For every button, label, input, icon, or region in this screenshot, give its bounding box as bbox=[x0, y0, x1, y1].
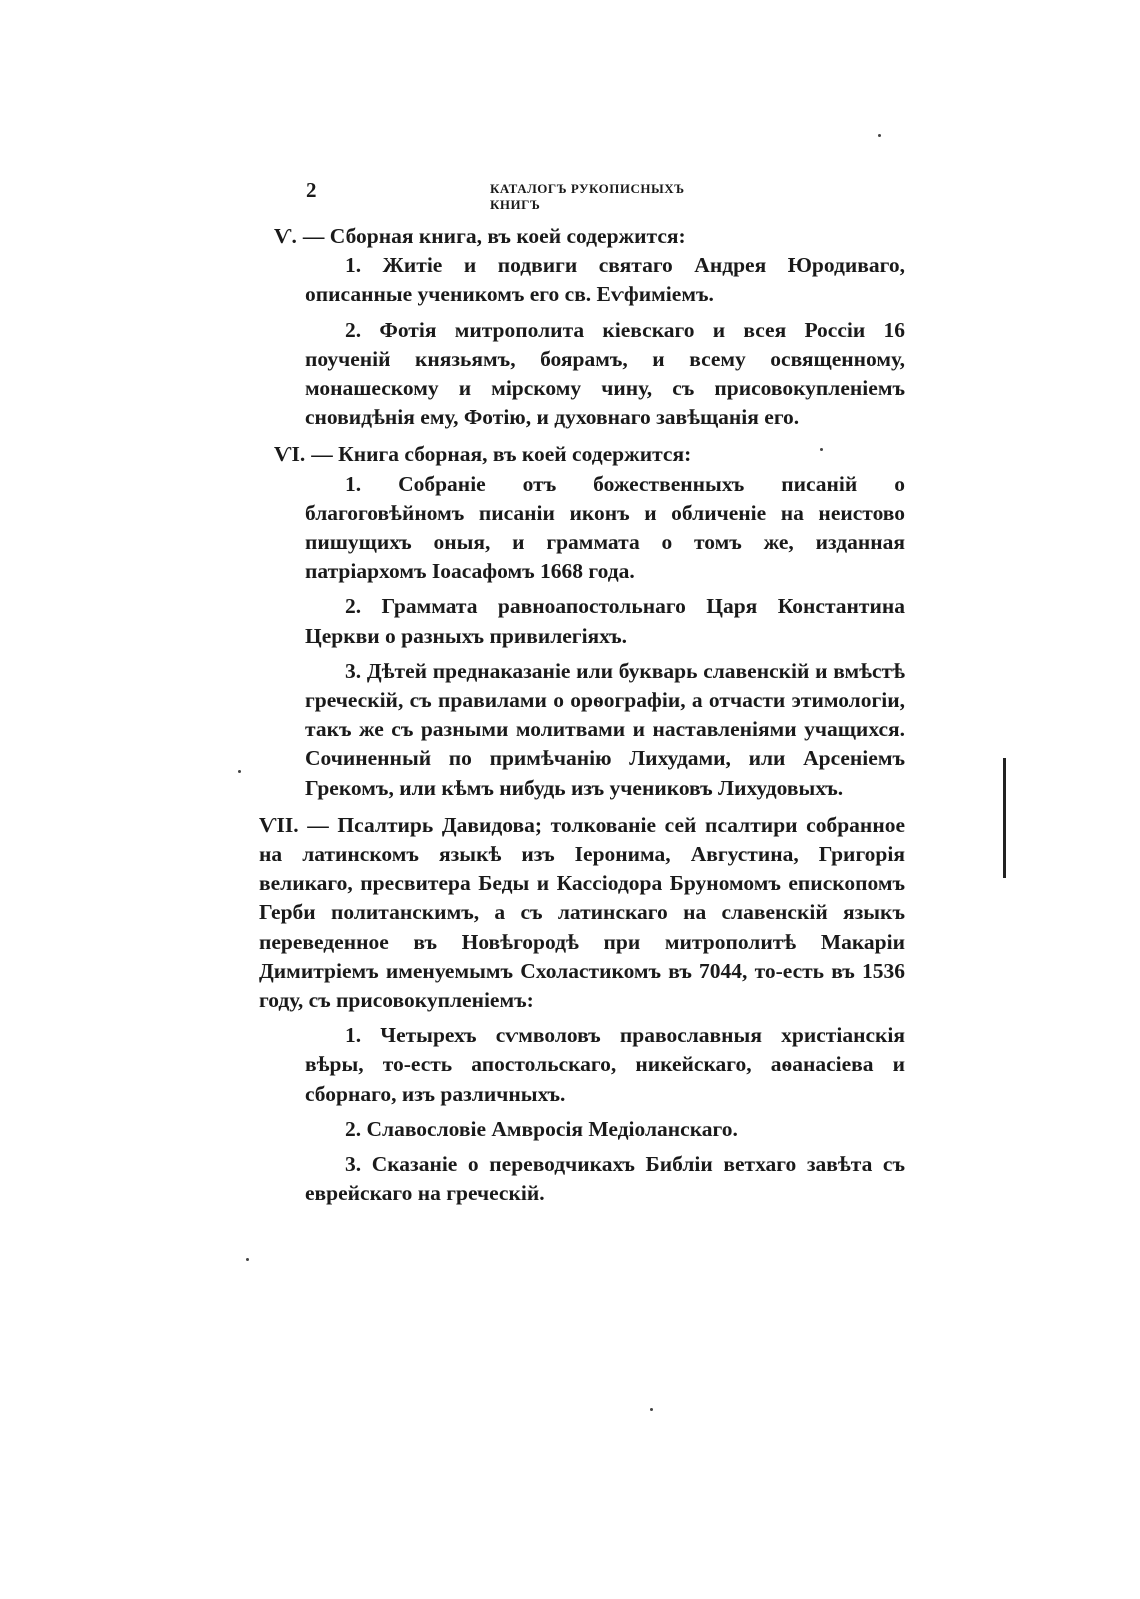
catalog-text bbox=[259, 222, 905, 1217]
scan-speck bbox=[238, 770, 241, 773]
page-header bbox=[306, 178, 736, 212]
entry-heading bbox=[274, 222, 905, 251]
scan-speck bbox=[820, 448, 823, 451]
entry-numeral: Ѵ. bbox=[274, 224, 297, 248]
running-title: КАТАЛОГЪ РУКОПИСНЫХЪ КНИГЪ bbox=[490, 181, 685, 212]
scan-speck bbox=[246, 1258, 249, 1261]
entry-v bbox=[274, 222, 905, 432]
entry-item: 2. Фотія митрополита кіевскаго и всея Россіи 16 поученій князьямъ, боярамъ, и всему освященному, монашескому и мірскому чину, съ присовокупленіемъ сновидѣнія ему, Фотію, и духовнаго завѣщанія его. bbox=[305, 317, 905, 430]
scan-speck bbox=[650, 1408, 653, 1411]
entry-item: 3. Дѣтей преднаказаніе или букварь славенскій и вмѣстѣ греческій, съ правилами о орѳографіи, а отчасти этимологіи, такъ же съ разными молитвами и наставленіями учащихся. Сочиненный по примѣчанію Лихудами, или Арсеніемъ Грекомъ, или кѣмъ нибудь изъ учениковъ Лихудовыхъ. bbox=[305, 658, 905, 800]
entry-item: 3. Сказаніе о переводчикахъ Библіи ветхаго завѣта съ еврейскаго на греческій. bbox=[305, 1152, 905, 1206]
entry-vii bbox=[259, 811, 905, 1209]
entry-heading bbox=[259, 811, 905, 1015]
entry-numeral: ѴII. bbox=[259, 812, 299, 837]
scan-speck bbox=[878, 134, 881, 137]
entry-item: 1. Житіе и подвиги святаго Андрея Юродиваго, описанные ученикомъ его св. Еѵфиміемъ. bbox=[305, 253, 905, 307]
entry-item: 1. Собраніе отъ божественныхъ писаній о благоговѣйномъ писаніи иконъ и обличеніе на неистово пишущихъ оныя, и граммата о томъ же, изданная патріархомъ Іоасафомъ 1668 года. bbox=[305, 471, 905, 584]
entry-vi bbox=[274, 440, 905, 802]
entry-item: 1. Четырехъ сѵмволовъ православныя христіанскія вѣры, то-есть апостольскаго, никейскаго, аѳанасіева и сборнаго, изъ различныхъ. bbox=[305, 1023, 905, 1106]
page-number: 2 bbox=[306, 178, 317, 202]
scan-margin-mark bbox=[1003, 758, 1006, 878]
entry-heading-text: — Псалтирь Давидова; толкованіе сей псалтири собранное на латинскомъ языкѣ изъ Іеронима, Августина, Григорія великаго, пресвитера Беды и Кассіодора Бруномомъ епископомъ Герби политанскимъ, а съ латинскаго на славенскій языкъ переведенное въ Новѣгородѣ при митрополитѣ Макаріи Димитріемъ именуемымъ Схоластикомъ въ 7044, то-есть въ 1536 году, съ присовокупленіемъ: bbox=[259, 812, 905, 1013]
entry-heading bbox=[274, 440, 905, 469]
entry-item: 2. Граммата равноапостольнаго Царя Константина Церкви о разныхъ привилегіяхъ. bbox=[305, 594, 905, 648]
entry-numeral: ѴI. bbox=[274, 442, 306, 467]
entry-heading-text: — Книга сборная, въ коей содержится: bbox=[311, 442, 692, 467]
entry-item: 2. Славословіе Амвросія Медіоланскаго. bbox=[345, 1116, 738, 1141]
entry-heading-text: — Сборная книга, въ коей содержится: bbox=[302, 224, 686, 248]
